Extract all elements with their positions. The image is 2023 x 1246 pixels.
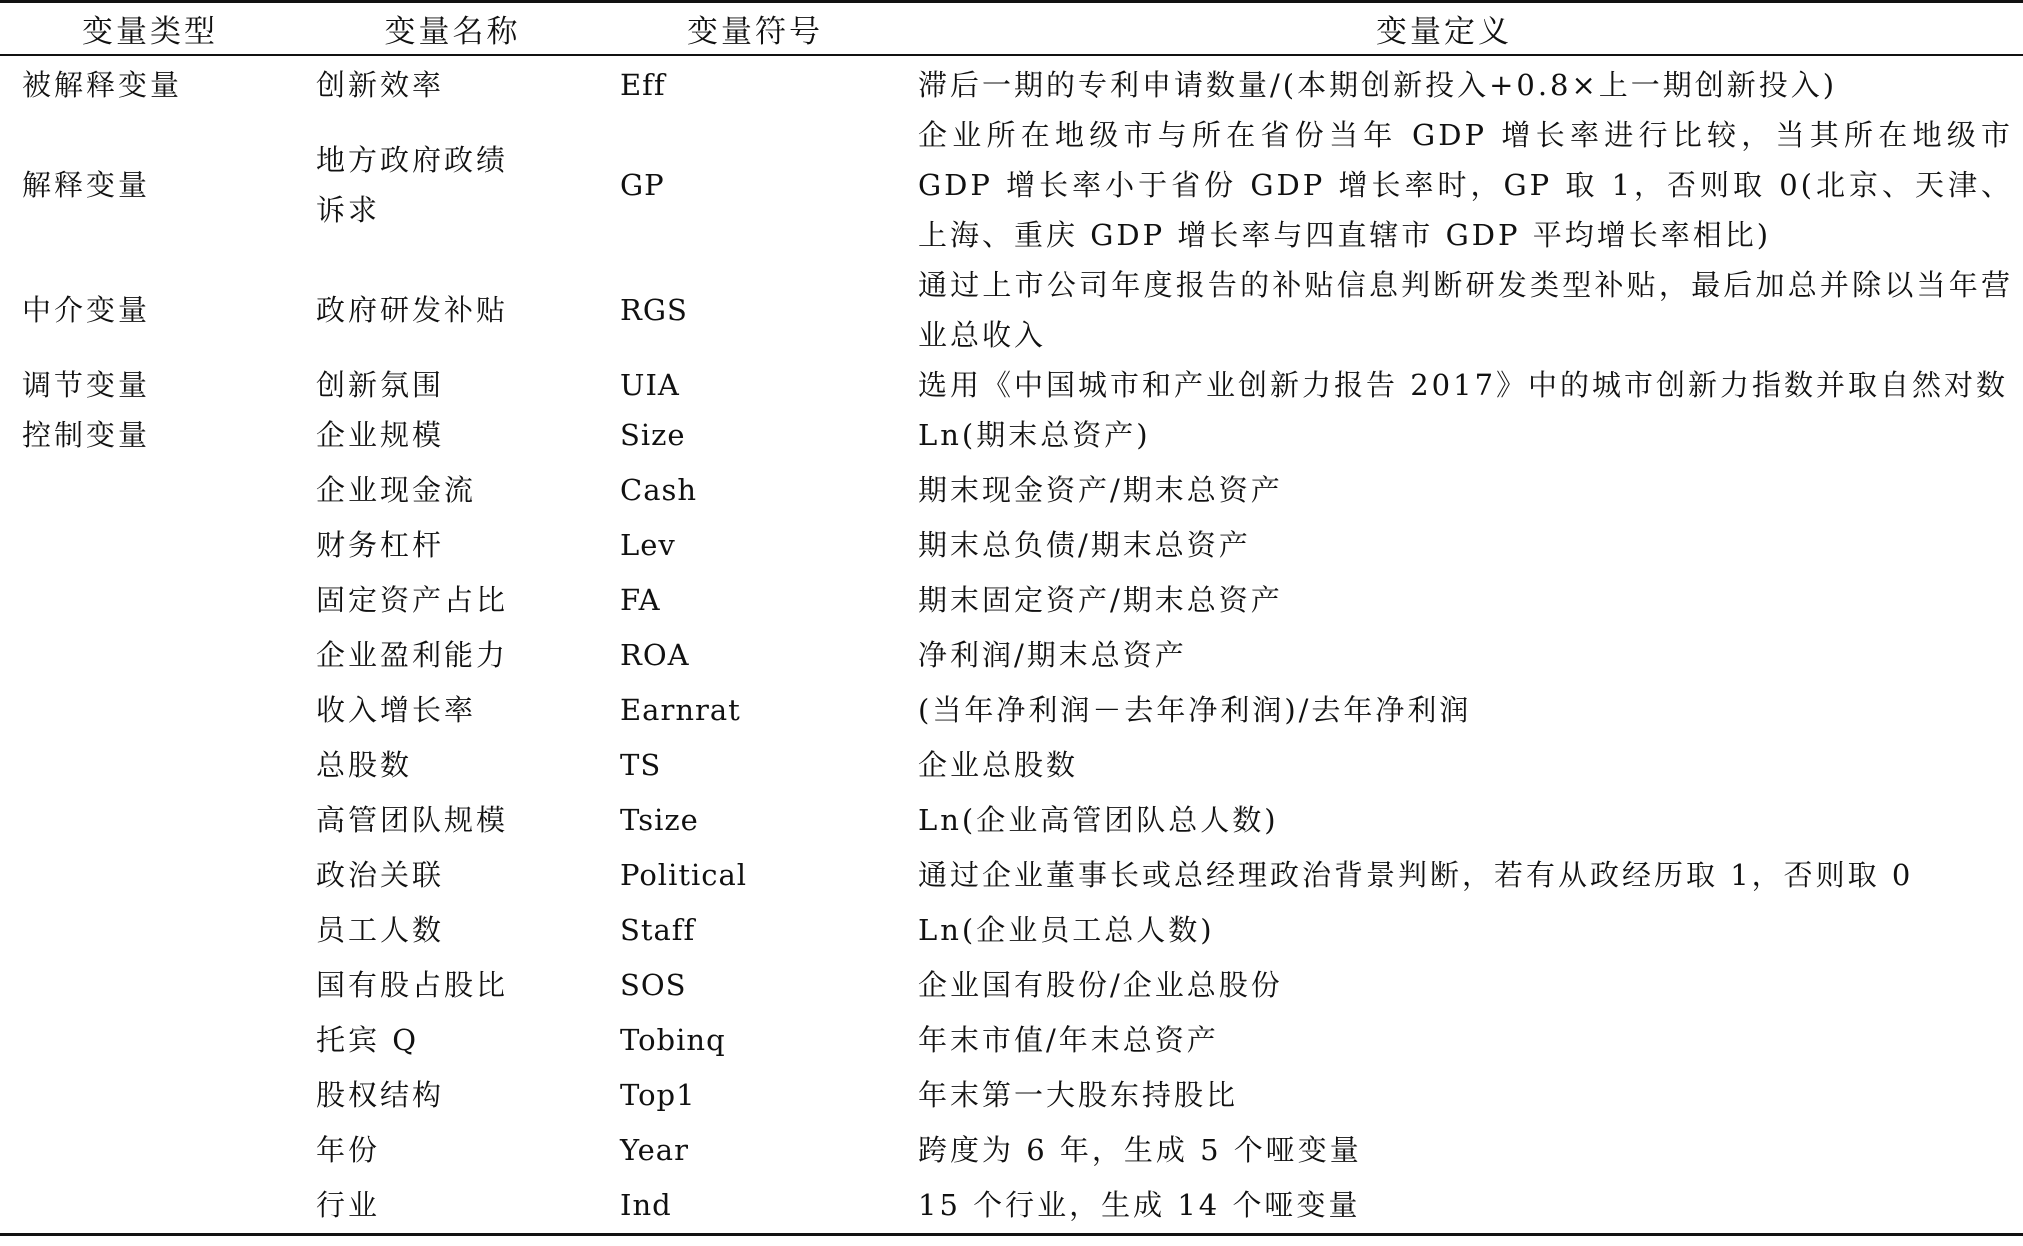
cell-variable-symbol: Ind (605, 1180, 905, 1235)
cell-variable-type (0, 1180, 300, 1235)
cell-variable-symbol: Top1 (620, 1077, 696, 1112)
table-row (0, 850, 2023, 905)
cell-variable-name: 高管团队规模 (316, 802, 509, 837)
cell-variable-symbol: GP (620, 167, 665, 202)
cell-variable-type (0, 740, 300, 795)
cell-variable-symbol: Lev (620, 527, 676, 562)
cell-variable-type (0, 630, 300, 685)
cell-variable-name: 员工人数 (316, 912, 445, 947)
cell-variable-definition: 期末总负债/期末总资产 (918, 527, 1251, 562)
cell-variable-type (0, 960, 300, 1015)
cell-variable-definition: 企业总股数 (918, 747, 1079, 782)
cell-variable-name: 行业 (300, 1180, 605, 1235)
header-variable-name: 变量名称 (300, 2, 605, 55)
cell-variable-symbol: Tsize (620, 802, 699, 837)
cell-variable-definition: 期末固定资产/期末总资产 (918, 582, 1283, 617)
table-row (0, 740, 2023, 795)
cell-variable-symbol: TS (620, 747, 662, 782)
cell-variable-name: 总股数 (316, 747, 413, 782)
cell-variable-type: 解释变量 (22, 167, 151, 202)
table-row (0, 465, 2023, 520)
cell-variable-definition: 选用《中国城市和产业创新力报告 2017》中的城市创新力指数并取自然对数 (918, 367, 2009, 402)
cell-variable-name-text: 地方政府政绩诉求 (316, 142, 509, 227)
header-variable-definition: 变量定义 (905, 2, 2023, 55)
cell-variable-name: 政治关联 (316, 857, 445, 892)
header-variable-symbol: 变量符号 (605, 2, 905, 55)
cell-variable-symbol: Political (620, 857, 748, 892)
table-row (0, 110, 2023, 260)
cell-variable-symbol: ROA (620, 637, 690, 672)
cell-variable-symbol: RGS (620, 292, 688, 327)
cell-variable-symbol: Cash (620, 472, 698, 507)
table-row (0, 360, 2023, 410)
cell-variable-type (0, 795, 300, 850)
cell-variable-symbol: Tobinq (620, 1022, 726, 1057)
table-row (0, 1015, 2023, 1070)
cell-variable-definition: 年末市值/年末总资产 (918, 1022, 1219, 1057)
cell-variable-definition: 期末现金资产/期末总资产 (918, 472, 1283, 507)
table-row (0, 260, 2023, 360)
cell-variable-name: 企业盈利能力 (316, 637, 509, 672)
cell-variable-type (0, 1070, 300, 1125)
cell-variable-definition: Ln(企业高管团队总人数) (918, 802, 1279, 837)
table-row (0, 55, 2023, 110)
table-row (0, 1180, 2023, 1235)
table-header-row (0, 2, 2023, 55)
cell-variable-name: 年份 (316, 1132, 381, 1167)
table-row (0, 1125, 2023, 1180)
table-row (0, 575, 2023, 630)
cell-variable-type (0, 520, 300, 575)
cell-variable-definition: 通过上市公司年度报告的补贴信息判断研发类型补贴，最后加总并除以当年营业总收入 (918, 267, 2013, 352)
table-row (0, 795, 2023, 850)
cell-variable-definition: 企业所在地级市与所在省份当年 GDP 增长率进行比较，当其所在地级市 GDP 增长率小于省份 GDP 增长率时，GP 取 1，否则取 0(北京、天津、上海、重庆 GDP 增长率与四直辖市 GDP 平均增长率相比) (918, 117, 2013, 252)
header-variable-type: 变量类型 (0, 2, 300, 55)
cell-variable-type: 被解释变量 (22, 67, 183, 102)
cell-variable-name: 财务杠杆 (316, 527, 445, 562)
cell-variable-name: 收入增长率 (316, 692, 477, 727)
cell-variable-definition: 15 个行业，生成 14 个哑变量 (905, 1180, 2023, 1235)
cell-variable-type: 控制变量 (22, 417, 151, 452)
table-row (0, 520, 2023, 575)
cell-variable-name: 国有股占股比 (316, 967, 509, 1002)
table-row (0, 630, 2023, 685)
cell-variable-symbol: Staff (620, 912, 696, 947)
cell-variable-definition: 企业国有股份/企业总股份 (918, 967, 1283, 1002)
cell-variable-type (0, 1015, 300, 1070)
cell-variable-name: 股权结构 (316, 1077, 445, 1112)
cell-variable-definition: 滞后一期的专利申请数量/(本期创新投入+0.8×上一期创新投入) (918, 67, 1838, 102)
table-row (0, 905, 2023, 960)
cell-variable-definition: (当年净利润－去年净利润)/去年净利润 (918, 692, 1472, 727)
cell-variable-definition: Ln(期末总资产) (918, 417, 1151, 452)
cell-variable-name (300, 110, 605, 260)
cell-variable-symbol: Size (620, 417, 686, 452)
cell-variable-type (0, 575, 300, 630)
table-row (0, 685, 2023, 740)
cell-variable-definition: Ln(企业员工总人数) (918, 912, 1215, 947)
cell-variable-symbol: SOS (620, 967, 687, 1002)
cell-variable-definition: 通过企业董事长或总经理政治背景判断，若有从政经历取 1，否则取 0 (918, 857, 1914, 892)
cell-variable-definition: 跨度为 6 年，生成 5 个哑变量 (918, 1132, 1362, 1167)
cell-variable-symbol: UIA (620, 367, 680, 402)
table-row (0, 1070, 2023, 1125)
cell-variable-type (0, 465, 300, 520)
cell-variable-name: 创新氛围 (316, 367, 445, 402)
cell-variable-name: 创新效率 (316, 67, 445, 102)
cell-variable-symbol: Eff (620, 67, 666, 102)
table-row (0, 960, 2023, 1015)
cell-variable-type (0, 905, 300, 960)
cell-variable-type: 中介变量 (22, 292, 151, 327)
cell-variable-definition: 年末第一大股东持股比 (918, 1077, 1239, 1112)
cell-variable-type (0, 1125, 300, 1180)
cell-variable-name: 政府研发补贴 (316, 292, 509, 327)
cell-variable-symbol: FA (620, 582, 661, 617)
cell-variable-type (0, 685, 300, 740)
cell-variable-name: 企业规模 (316, 417, 445, 452)
cell-variable-symbol: Earnrat (620, 692, 741, 727)
cell-variable-name: 托宾 Q (316, 1022, 419, 1057)
cell-variable-definition: 净利润/期末总资产 (918, 637, 1187, 672)
cell-variable-type: 调节变量 (22, 367, 151, 402)
cell-variable-name: 固定资产占比 (316, 582, 509, 617)
cell-variable-type (0, 850, 300, 905)
cell-variable-symbol: Year (620, 1132, 689, 1167)
cell-variable-name: 企业现金流 (316, 472, 477, 507)
table-row (0, 410, 2023, 465)
